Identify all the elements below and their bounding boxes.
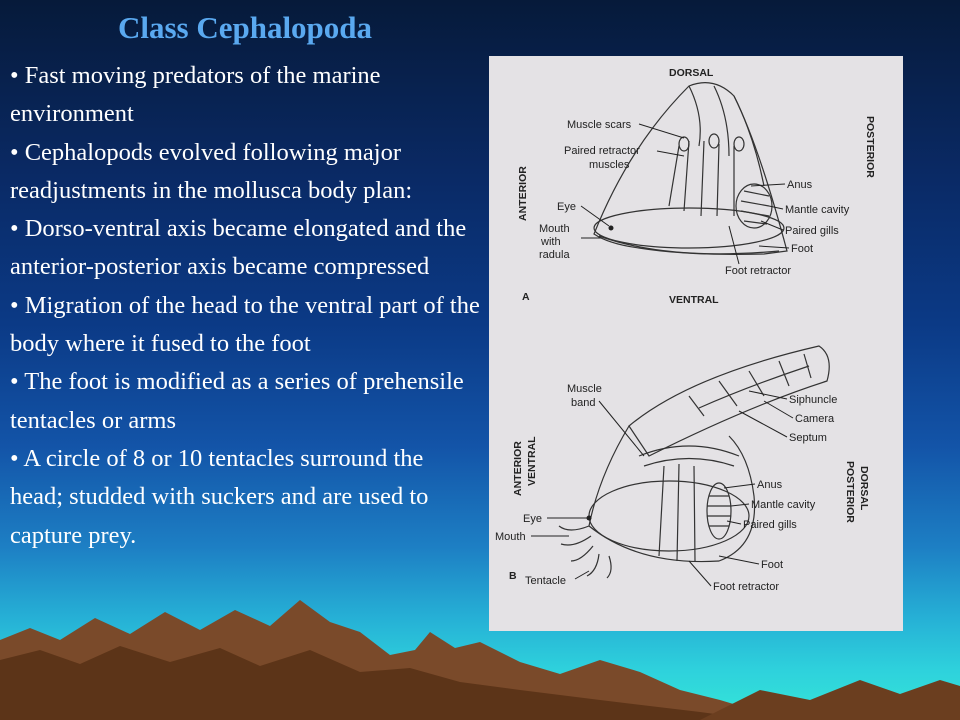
eye-dot-b — [587, 516, 592, 521]
leader-line — [749, 391, 787, 399]
leader-line — [727, 521, 741, 524]
leader-line — [759, 246, 789, 248]
slide-title: Class Cephalopoda — [117, 10, 373, 45]
cephalopod-body-plan-figure — [489, 56, 903, 631]
label-mantle-cavity-a: Mantle cavity — [785, 204, 850, 216]
label-dorsal: DORSAL — [669, 67, 714, 79]
bullet-item: • Dorso-ventral axis became elongated and the anterior-posterior axis became compressed — [10, 210, 480, 287]
label-anus-b: Anus — [757, 479, 783, 491]
panel-b — [495, 346, 870, 593]
leader-line — [657, 151, 684, 156]
label-eye-b: Eye — [523, 513, 542, 525]
label-mouth-a-2: with — [541, 236, 561, 248]
muscle-scar-a — [709, 134, 719, 148]
leader-line — [575, 571, 589, 579]
foot-outline-a — [599, 236, 779, 254]
label-mouth-a-3: radula — [539, 249, 570, 261]
label-septum: Septum — [789, 432, 827, 444]
shell-ridge-a — [689, 86, 764, 186]
label-anterior-b: ANTERIOR — [512, 441, 524, 496]
muscle-band-b — [639, 446, 739, 466]
label-anus-a: Anus — [787, 179, 813, 191]
label-mouth-b: Mouth — [495, 531, 526, 543]
label-paired-retractor-2: muscles — [589, 159, 630, 171]
label-ventral-b: VENTRAL — [526, 436, 538, 486]
panel-a — [517, 67, 876, 306]
label-panel-b: B — [509, 570, 517, 582]
leader-line — [599, 401, 644, 456]
eye-dot-a — [609, 226, 614, 231]
figure-drawing — [489, 56, 903, 631]
bullet-item: • Fast moving predators of the marine environment — [10, 57, 480, 134]
leader-line — [769, 206, 783, 209]
leader-line — [689, 561, 711, 586]
label-paired-gills-a: Paired gills — [785, 225, 839, 237]
bullet-item: • Migration of the head to the ventral part of the body where it fused to the foot — [10, 287, 480, 364]
septa-b — [689, 354, 811, 416]
bullet-item: • The foot is modified as a series of prehensile tentacles or arms — [10, 363, 480, 440]
label-muscle-band-2: band — [571, 397, 596, 409]
tentacles-b — [559, 526, 611, 578]
retractor-muscle-a — [669, 141, 734, 216]
bullet-item: • Cephalopods evolved following major readjustments in the mollusca body plan: — [10, 134, 480, 211]
retractor-b — [659, 464, 695, 561]
label-camera: Camera — [795, 413, 835, 425]
label-muscle-scars: Muscle scars — [567, 119, 632, 131]
bullet-list — [10, 57, 480, 555]
leader-line — [739, 411, 787, 437]
bullet-item: • A circle of 8 or 10 tentacles surround the head; studded with suckers and are used to capture prey. — [10, 440, 480, 555]
label-foot-a: Foot — [791, 243, 814, 255]
label-paired-gills-b: Paired gills — [743, 519, 797, 531]
label-eye-a: Eye — [557, 201, 576, 213]
label-anterior: ANTERIOR — [517, 166, 529, 221]
label-siphuncle: Siphuncle — [789, 394, 838, 406]
label-posterior: POSTERIOR — [864, 116, 876, 178]
label-mouth-a-1: Mouth — [539, 223, 570, 235]
label-foot-b: Foot — [761, 559, 784, 571]
label-tentacle-b: Tentacle — [525, 575, 566, 587]
label-dorsal-b: DORSAL — [858, 466, 870, 511]
label-foot-retractor-b: Foot retractor — [713, 581, 780, 593]
leader-line — [724, 484, 755, 488]
muscle-scar-a — [734, 137, 744, 151]
label-panel-a: A — [522, 291, 530, 303]
label-ventral: VENTRAL — [669, 294, 719, 306]
muscle-scar-a — [679, 137, 689, 151]
label-foot-retractor-a: Foot retractor — [725, 265, 792, 277]
leader-line — [639, 124, 684, 138]
gill-lines-a — [741, 191, 769, 224]
leader-line — [719, 556, 759, 564]
label-posterior-b: POSTERIOR — [844, 461, 856, 523]
label-muscle-band-1: Muscle — [567, 383, 602, 395]
gill-b — [707, 483, 731, 539]
label-mantle-cavity-b: Mantle cavity — [751, 499, 816, 511]
label-paired-retractor: Paired retractor — [564, 145, 640, 157]
